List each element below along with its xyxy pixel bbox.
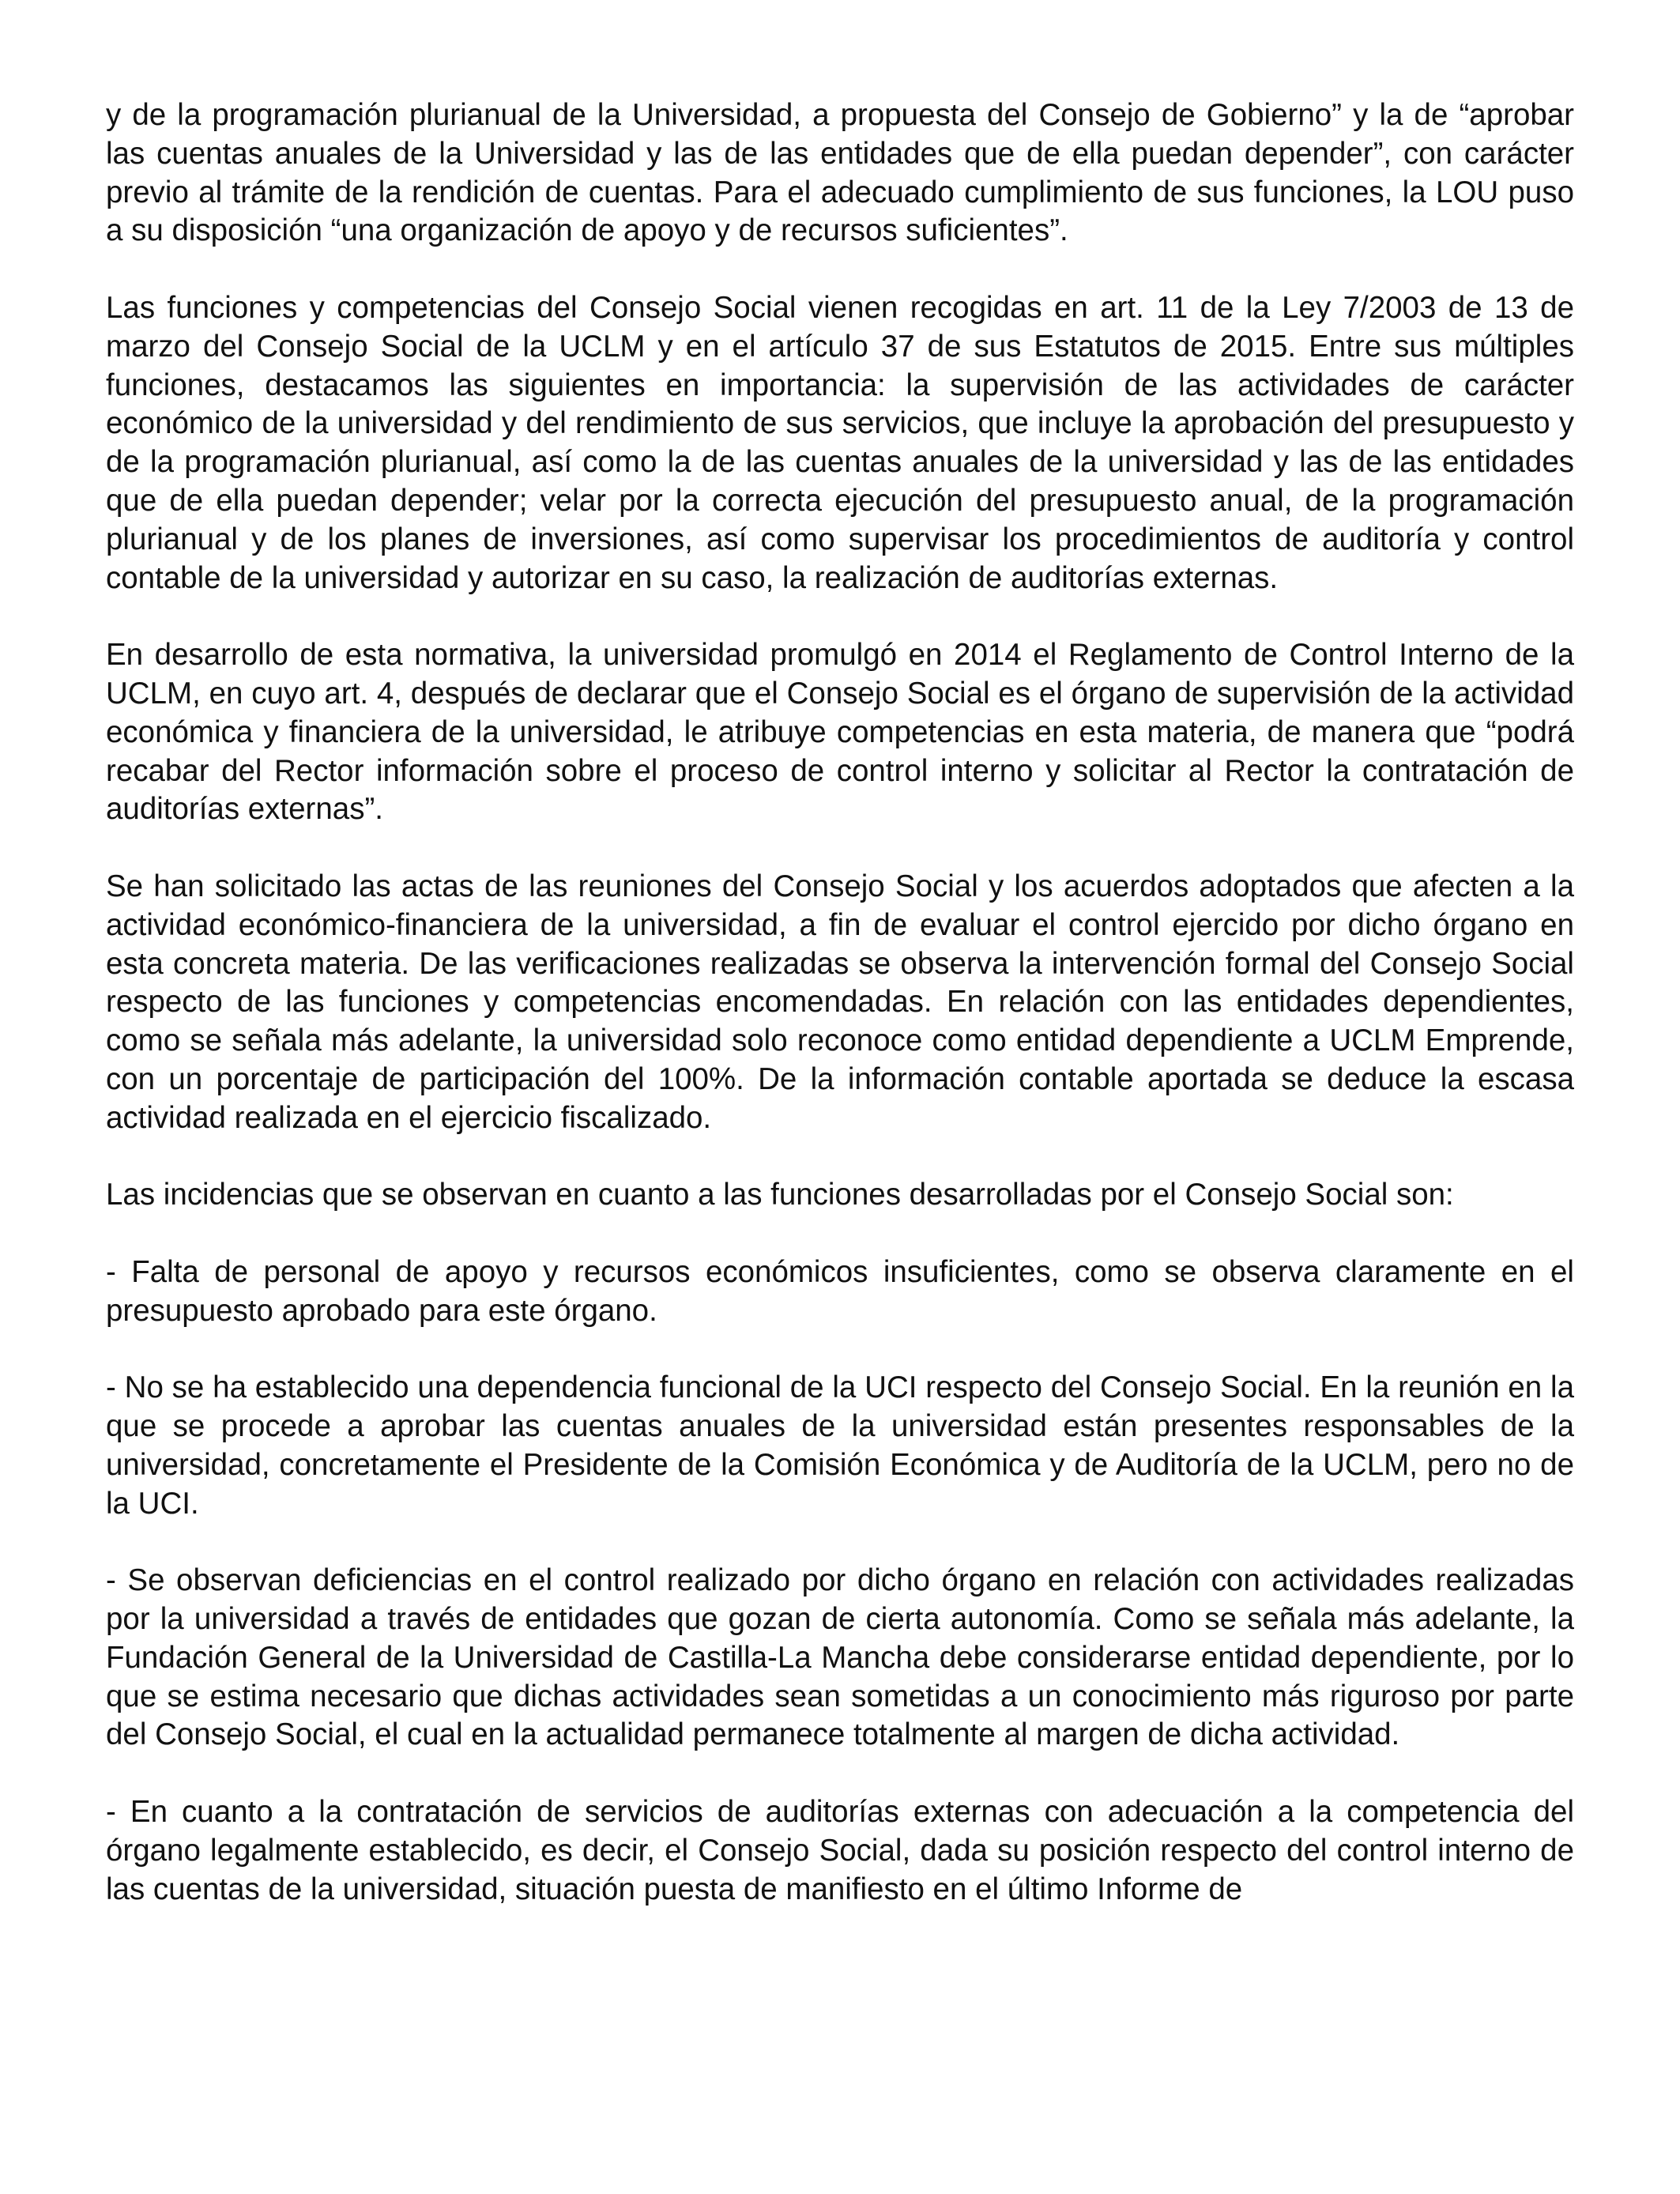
paragraph-planning-accounts: y de la programación plurianual de la Universidad, a propuesta del Consejo de Gobierno” y la de “aprobar las cuentas anuales de la Universidad y las de las entidades que de ella puedan depender”, con carácter previo al trámite de la rendición de cuentas. Para el adecuado cumplimiento de sus funciones, la LOU puso a su disposición “una organización de apoyo y de recursos suficientes”. (106, 98, 1574, 248)
list-item-lack-of-support: - Falta de personal de apoyo y recursos económicos insuficientes, como se observa claramente en el presupuesto aprobado para este órgano. (106, 1254, 1574, 1328)
paragraph-social-council-functions: Las funciones y competencias del Consejo Social vienen recogidas en art. 11 de la Ley 7/2003 de 13 de marzo del Consejo Social de la UCLM y en el artículo 37 de sus Estatutos de 2015. Entre sus múltiples funciones, destacamos las siguientes en importancia: la supervisión de las actividades de carácter económico de la universidad y del rendimiento de sus servicios, que incluye la aprobación del presupuesto y de la programación plurianual, así como la de las cuentas anuales de la universidad y las de las entidades que de ella puedan depender; velar por la correcta ejecución del presupuesto anual, de la programación plurianual y de los planes de inversiones, así como supervisar los procedimientos de auditoría y control contable de la universidad y autorizar en su caso, la realización de auditorías externas. (106, 290, 1574, 595)
list-item-uci-dependency: - No se ha establecido una dependencia funcional de la UCI respecto del Consejo Social. En la reunión en la que se procede a aprobar las cuentas anuales de la universidad están presentes responsables de la universidad, concretamente el Presidente de la Comisión Económica y de Auditoría de la UCLM, pero no de la UCI. (106, 1370, 1574, 1521)
paragraph-internal-control-regulation: En desarrollo de esta normativa, la universidad promulgó en 2014 el Reglamento de Control Interno de la UCLM, en cuyo art. 4, después de declarar que el Consejo Social es el órgano de supervisión de la actividad económica y financiera de la universidad, le atribuye competencias en esta materia, de manera que “podrá recabar del Rector información sobre el proceso de control interno y solicitar al Rector la contratación de auditorías externas”. (106, 638, 1574, 827)
paragraph-minutes-review: Se han solicitado las actas de las reuniones del Consejo Social y los acuerdos adoptados que afecten a la actividad económico-financiera de la universidad, a fin de evaluar el control ejercido por dicho órgano en esta concreta materia. De las verificaciones realizadas se observa la intervención formal del Consejo Social respecto de las funciones y competencias encomendadas. En relación con las entidades dependientes, como se señala más adelante, la universidad solo reconoce como entidad dependiente a UCLM Emprende, con un porcentaje de participación del 100%. De la información contable aportada se deduce la escasa actividad realizada en el ejercicio fiscalizado. (106, 869, 1574, 1135)
document-page (106, 96, 1574, 1909)
list-item-external-audits: - En cuanto a la contratación de servicios de auditorías externas con adecuación a la competencia del órgano legalmente establecido, es decir, el Consejo Social, dada su posición respecto del control interno de las cuentas de la universidad, situación puesta de manifiesto en el último Informe de (106, 1795, 1574, 1906)
paragraph-incidents-intro: Las incidencias que se observan en cuanto a las funciones desarrolladas por el Consejo Social son: (106, 1178, 1454, 1212)
list-item-control-deficiencies: - Se observan deficiencias en el control realizado por dicho órgano en relación con actividades realizadas por la universidad a través de entidades que gozan de cierta autonomía. Como se señala más adelante, la Fundación General de la Universidad de Castilla-La Mancha debe considerarse entidad dependiente, por lo que se estima necesario que dichas actividades sean sometidas a un conocimiento más riguroso por parte del Consejo Social, el cual en la actualidad permanece totalmente al margen de dicha actividad. (106, 1563, 1574, 1752)
